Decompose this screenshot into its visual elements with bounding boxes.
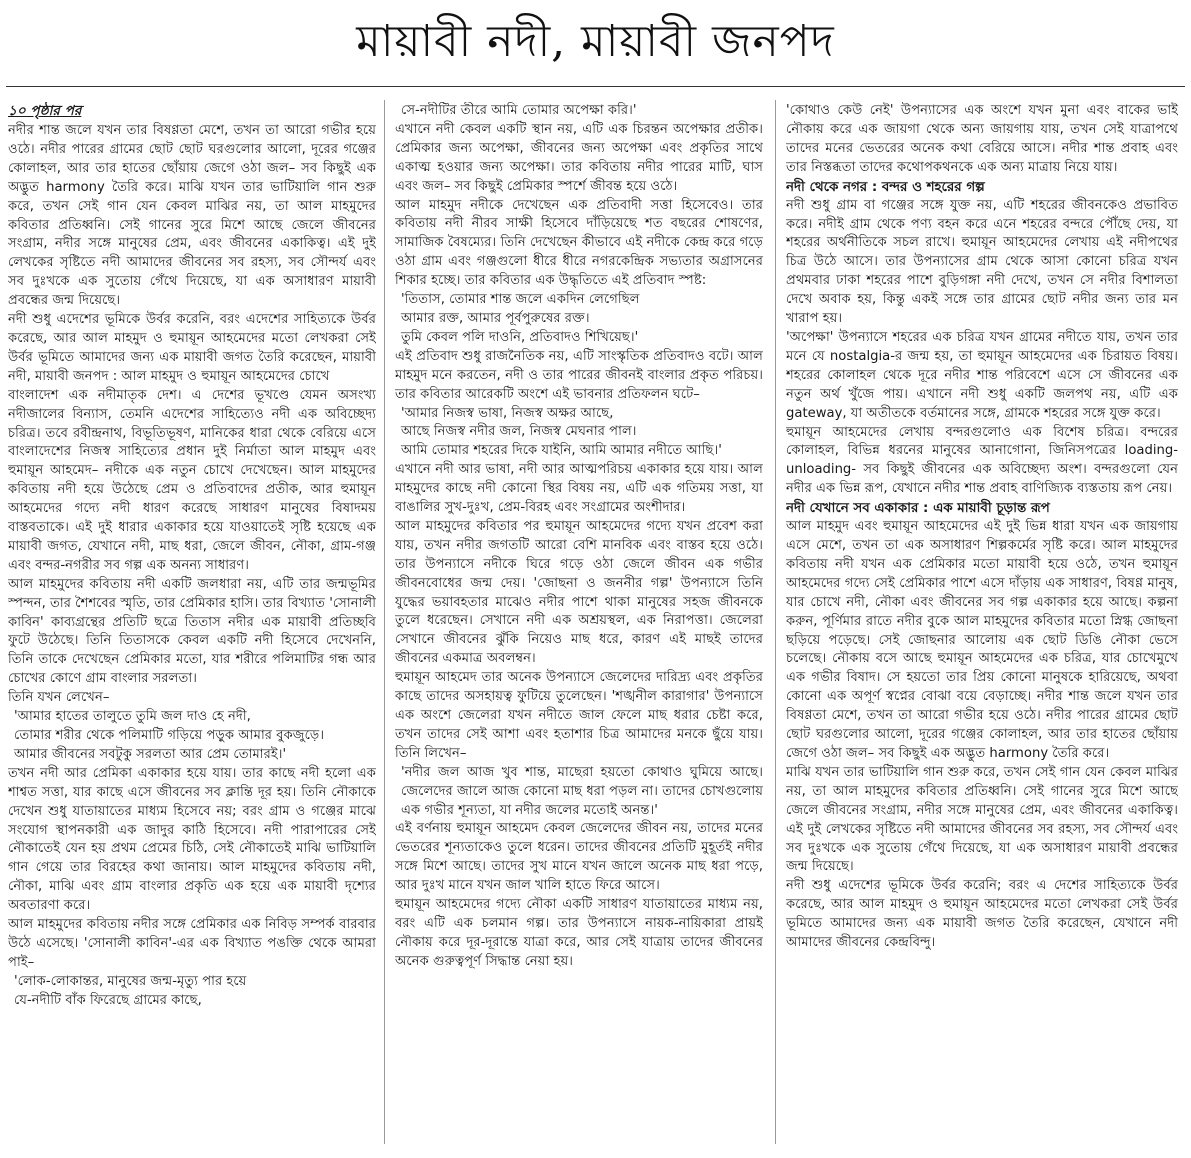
verse-line: সে-নদীটির তীরে আমি তোমার অপেক্ষা করি।' (401, 103, 637, 118)
paragraph: এই প্রতিবাদ শুধু রাজনৈতিক নয়, এটি সাংস্কৃতিক প্রতিবাদও বটে। আল মাহমুদ মনে করতেন, নদী ও তার পারের জীবনই বাংলার প্রকৃত পরিচয়। তার কবিতার আরেকটি অংশে এই ভাবনার প্রতিফলন ঘটে– (395, 348, 763, 402)
verse-line: যে-নদীটি বাঁক ফিরেছে গ্রামের কাছে, (14, 992, 202, 1008)
verse-line: 'তিতাস, তোমার শান্ত জলে একদিন লেগেছিল (401, 292, 640, 308)
verse-line: আমার জীবনের সবটুকু সরলতা আর প্রেম তোমারই।' (14, 746, 287, 762)
subheading: নদী যেখানে সব একাকার : এক মায়াবী চূড়ান্ত রূপ (786, 501, 1050, 517)
paragraph: আল মাহমুদ এবং হুমায়ূন আহমেদের এই দুই ভিন্ন ধারা যখন এক জায়গায় এসে মেশে, তখন তা এক অসাধারণ শিল্পকর্মের সৃষ্টি করে। আল মাহমুদের কবিতায় নদী যখন এক প্রেমিকার মতো মায়াবী হয়ে ওঠে, তখন হুমায়ূন আহমেদের গদ্যে সেই প্রেমিকার পাশে এসে দাঁড়ায় এক সাধারণ, বিষণ্ণ মানুষ, যার চোখে নদী, নৌকা এবং জীবনের সব গল্প একাকার হয়ে আছে। কল্পনা করুন, পূর্ণিমার রাতে নদীর বুকে আল মাহমুদের কবিতার মতো স্নিগ্ধ জোছনা ছড়িয়ে পড়েছে। সেই জোছনার আলোয় এক ছোট ডিঙি নৌকা ভেসে চলেছে। নৌকায় বসে আছে হুমায়ূন আহমেদের এক চরিত্র, যার চোখেমুখে এক গভীর বিষাদ। সে হয়তো তার প্রিয় কোনো মানুষকে হারিয়েছে, অথবা কোনো এক অপূর্ণ স্বপ্নের বোঝা বয়ে বেড়াচ্ছে। নদীর শান্ত জলে যখন তার বিষণ্ণতা মেশে, তখন তা আরো গভীর হয়ে ওঠে। নদীর পারের গ্রামের ছোট ছোট ঘরগুলোর আলো, দূরের গঞ্জের কোলাহল, আর তার হাতের ছোঁয়ায় জেগে ওঠা জল– সব কিছুই এক অদ্ভুত harmony তৈরি করে। (786, 519, 1178, 761)
article-column-3 (786, 102, 1178, 1142)
verse-line: 'আমার নিজস্ব ভাষা, নিজস্ব অক্ষর আছে, (401, 405, 614, 421)
paragraph: হুমায়ূন আহমেদের লেখায় বন্দরগুলোও এক বিশেষ চরিত্র। বন্দরের কোলাহল, বিভিন্ন ধরনের মানুষের আনাগোনা, জিনিসপত্রের loading-unloading- সব কিছুই জীবনের এক অবিচ্ছেদ্য অংশ। বন্দরগুলো যেন নদীর এক ভিন্ন রূপ, যেখানে নদীর শান্ত প্রবাহ বাণিজ্যিক ব্যস্ততায় রূপ নেয়। (786, 424, 1178, 497)
column-divider (384, 100, 385, 1144)
paragraph: নদী শুধু এদেশের ভূমিকে উর্বর করেনি, বরং এদেশের সাহিত্যকে উর্বর করেছে, আর আল মাহমুদ ও হুমায়ূন আহমেদের মতো লেখকরা সেই উর্বর ভূমিতে আমাদের জন্য এক মায়াবী জগত তৈরি করেছেন, মায়াবী নদী, মায়াবী জনপদ : আল মাহমুদ ও হুমায়ূন আহমেদের চোখে (8, 312, 376, 384)
paragraph: মাঝি যখন তার ভাটিয়ালি গান শুরু করে, তখন সেই গান যেন কেবল মাঝির নয়, তা আল মাহমুদের কবিতার প্রতিধ্বনি। সেই গানের সুরে মিশে আছে জেলে জীবনের সংগ্রাম, নদীর সঙ্গে মানুষের প্রেম, এবং জীবনের একাকিত্ব। এই দুই লেখকের সৃষ্টিতে নদী আমাদের জীবনের সব রহস্য, সব সৌন্দর্য এবং সব দুঃখকে এক সুতোয় গেঁথে দিয়েছে, যা এক অসাধারণ মায়াবী প্রবন্ধের জন্ম দিয়েছে। (786, 764, 1178, 875)
subheading: নদী থেকে নগর : বন্দর ও শহরের গল্প (786, 179, 985, 195)
paragraph: এই বর্ণনায় হুমায়ূন আহমেদ কেবল জেলেদের জীবন নয়, তাদের মনের ভেতরের শূন্যতাকেও তুলে ধরেন। তাদের জীবনের প্রতিটি মুহূর্তই নদীর সঙ্গে মিশে আছে। তাদের সুখ মানে যখন জালে অনেক মাছ ধরা পড়ে, আর দুঃখ মানে যখন জাল খালি হাতে ফিরে আসে। (395, 821, 763, 894)
article-column-1 (8, 102, 376, 1142)
paragraph: আল মাহমুদ নদীকে দেখেছেন এক প্রতিবাদী সত্তা হিসেবেও। তার কবিতায় নদী নীরব সাক্ষী হিসেবে দাঁড়িয়েছে শত বছরের শোষণের, সামাজিক বৈষম্যের। তিনি দেখেছেন কীভাবে এই নদীকে কেন্দ্র করে গড়ে ওঠা গ্রাম এবং গঞ্জগুলো ধীরে ধীরে নগরকেন্দ্রিক সভ্যতার অগ্রাসনের শিকার হচ্ছে। তার কবিতার এক উদ্ধৃতিতে এই প্রতিবাদ স্পষ্ট: (395, 197, 763, 289)
paragraph: আল মাহমুদের কবিতার পর হুমায়ূন আহমেদের গদ্যে যখন প্রবেশ করা যায়, তখন নদীর জগতটি আরো বেশি মানবিক এবং বাস্তব হয়ে ওঠে। তার উপন্যাসে নদীকে ঘিরে গড়ে ওঠা জেলে জীবন এক গভীর জীবনবোধের জন্ম দেয়। 'জোছনা ও জননীর গল্প' উপন্যাসে তিনি যুদ্ধের ভয়াবহতার মাঝেও নদীর পাশে থাকা মানুষের সহজ জীবনকে তুলে ধরেছেন। সেখানে নদী এক অশ্রয়স্থল, এক নিরাপত্তা। জেলেরা সেখানে জীবনের ঝুঁকি নিয়েও মাছ ধরে, কারণ এই মাছই তাদের জীবনের একমাত্র অবলম্বন। (395, 518, 763, 667)
paragraph: আল মাহমুদের কবিতায় নদী একটি জলধারা নয়, এটি তার জন্মভূমির স্পন্দন, তার শৈশবের স্মৃতি, তার প্রেমিকার হাসি। তার বিখ্যাত 'সোনালী কাবিন' কাব্যগ্রন্থের প্রতিটি ছত্রে তিতাস নদীর এক মায়াবী প্রতিচ্ছবি ফুটে উঠেছে। তিনি তিতাসকে কেবল একটি নদী হিসেবে দেখেননি, তিনি তাকে দেখেছেন প্রেমিকার মতো, যার শরীরে পলিমাটির গন্ধ আর চোখের কোণে গ্রাম বাংলার সরলতা। (8, 576, 376, 687)
column-divider (775, 100, 776, 1144)
paragraph: হুমায়ূন আহমেদ তার অনেক উপন্যাসে জেলেদের দারিদ্র্য এবং প্রকৃতির কাছে তাদের অসহায়ত্ব ফুটিয়ে তুলেছেন। 'শঙ্খনীল কারাগার' উপন্যাসে এক অংশে জেলেরা যখন নদীতে জাল ফেলে মাছ ধরার চেষ্টা করে, তখন তাদের সেই আশা এবং হতাশার চিত্র আমাদের মনকে ছুঁয়ে যায়। তিনি লিখেন– (395, 670, 763, 761)
verse-line: তোমার শরীর থেকে পলিমাটি গড়িয়ে পড়ুক আমার বুকজুড়ে। (14, 728, 325, 743)
verse-line: 'লোক-লোকান্তর, মানুষের জন্ম-মৃত্যু পার হয়ে (14, 973, 247, 989)
paragraph: বাংলাদেশ এক নদীমাতৃক দেশ। এ দেশের ভূখণ্ডে যেমন অসংখ্য নদীজালের বিন্যাস, তেমনি এদেশের সাহিত্যেও নদী এক অবিচ্ছেদ্য চরিত্র। তবে রবীন্দ্রনাথ, বিভূতিভূষণ, মানিকের ধারা থেকে বেরিয়ে এসে বাংলাদেশের নিজস্ব সাহিত্যের প্রধান দুই নির্মাতা আল মাহমুদ এবং হুমায়ূন আহমেদ– নদীকে এক নতুন চোখে দেখেছেন। আল মাহমুদের কবিতায় নদী হয়ে উঠেছে প্রেম ও প্রতিবাদের প্রতীক, আর হুমায়ূন আহমেদের গদ্যে নদী ধারণ করেছে সাধারণ মানুষের বিষাদময় বাস্তবতাকে। এই দুই ধারার একাকার হয়ে যাওয়াতেই সৃষ্টি হয়েছে এক মায়াবী জগত, যেখানে নদী, মাছ ধরা, জেলে জীবন, নৌকা, গ্রাম-গঞ্জ এবং বন্দর-নগরীর সব গল্প এক অনন্য সাধারণ। (8, 387, 376, 573)
verse-line: তুমি কেবল পলি দাওনি, প্রতিবাদও শিখিয়েছ।' (401, 329, 639, 345)
verse-line: 'আমার হাতের তালুতে তুমি জল দাও হে নদী, (14, 709, 251, 725)
paragraph: 'কোথাও কেউ নেই' উপন্যাসের এক অংশে যখন মুনা এবং বাকের ভাই নৌকায় করে এক জায়গা থেকে অন্য জায়গায় যায়, তখন সেই যাত্রাপথে তাদের মনের ভেতরের অনেক কথা বেরিয়ে আসে। নদীর শান্ত প্রবাহ এবং তার নিস্তব্ধতা তাদের কথোপকথনকে এক অন্য মাত্রায় নিয়ে যায়। (786, 103, 1178, 175)
continuation-label: ১০ পৃষ্ঠার পর (8, 103, 82, 119)
paragraph: তখন নদী আর প্রেমিকা একাকার হয়ে যায়। তার কাছে নদী হলো এক শাশ্বত সত্তা, যার কাছে এসে জীবনের সব ক্লান্তি দূর হয়। তিনি নৌকাকে দেখেন শুধু যাতায়াতের মাধ্যম হিসেবে নয়; বরং গ্রাম ও গঞ্জের মাঝে সংযোগ স্থাপনকারী এক জাদুর কাঠি হিসেবে। নদী পারাপারের সেই নৌকাতেই যেন হয় প্রথম প্রেমের চিঠি, সেই নৌকাতেই মাঝি ভাটিয়ালি গান গেয়ে তার বিরহের কথা জানায়। আল মাহমুদের কবিতায় নদী, নৌকা, মাঝি এবং গ্রাম বাংলার প্রকৃতি এক হয়ে এক মায়াবী দৃশ্যের অবতারণা করে। (8, 765, 376, 914)
verse-line: আমার রক্ত, আমার পূর্বপুরুষের রক্ত। (401, 310, 590, 326)
quote-block: 'নদীর জল আজ খুব শান্ত, মাছেরা হয়তো কোথাও ঘুমিয়ে আছে। জেলেদের জালে আজ কোনো মাছ ধরা পড়ল না। তাদের চোখগুলোয় এক গভীর শূন্যতা, যা নদীর জলের মতোই অনন্ত।' (401, 764, 763, 818)
paragraph: হুমায়ূন আহমেদের গদ্যে নৌকা একটি সাধারণ যাতায়াতের মাধ্যম নয়, বরং এটি এক চলমান গল্প। তার উপন্যাসে নায়ক-নায়িকারা প্রায়ই নৌকায় করে দূর-দূরান্তে যাত্রা করে, আর সেই যাত্রায় তাদের জীবনের অনেক গুরুত্বপূর্ণ সিদ্ধান্ত নেয়া হয়। (395, 897, 763, 969)
article-column-2 (395, 102, 763, 1142)
verse-line: আছে নিজস্ব নদীর জল, নিজস্ব মেঘনার পাল। (401, 424, 637, 440)
headline-rule (6, 86, 1185, 87)
paragraph: তিনি যখন লেখেন– (8, 690, 110, 706)
paragraph: নদীর শান্ত জলে যখন তার বিষণ্ণতা মেশে, তখন তা আরো গভীর হয়ে ওঠে। নদীর পারের গ্রামের ছোট ছোট ঘরগুলোর আলো, দূরের গঞ্জের কোলাহল, আর তার হাতের ছোঁয়ায় জেগে ওঠা জল– সব কিছুই এক অদ্ভুত harmony তৈরি করে। মাঝি যখন তার ভাটিয়ালি গান শুরু করে, তখন সেই গান যেন কেবল মাঝির নয়, তা আল মাহমুদের কবিতার প্রতিধ্বনি। সেই গানের সুরে মিশে আছে জেলে জীবনের সংগ্রাম, নদীর সঙ্গে মানুষের প্রেম, এবং জীবনের একাকিত্ব। এই দুই লেখকের সৃষ্টিতে নদী আমাদের জীবনের সব রহস্য, সব সৌন্দর্য এবং সব দুঃখকে এক সুতোয় গেঁথে দিয়েছে, যা এক অসাধারণ মায়াবী প্রবন্ধের জন্ম দিয়েছে। (8, 123, 376, 309)
verse-line: আমি তোমার শহরের দিকে যাইনি, আমি আমার নদীতে আছি।' (401, 443, 722, 459)
paragraph: আল মাহমুদের কবিতায় নদীর সঙ্গে প্রেমিকার এক নিবিড় সম্পর্ক বারবার উঠে এসেছে। 'সোনালী কাবিন'-এর এক বিখ্যাত পঙক্তি থেকে আমরা পাই– (8, 917, 376, 970)
paragraph: নদী শুধু এদেশের ভূমিকে উর্বর করেনি; বরং এ দেশের সাহিত্যকে উর্বর করেছে, আর আল মাহমুদ ও হুমায়ূন আহমেদের মতো লেখকরা সেই উর্বর ভূমিতে আমাদের জন্য এক মায়াবী জগত তৈরি করেছেন, যেখানে নদী আমাদের জীবনের কেন্দ্রবিন্দু। (786, 878, 1178, 951)
paragraph: 'অপেক্ষা' উপন্যাসে শহরের এক চরিত্র যখন গ্রামের নদীতে যায়, তখন তার মনে যে nostalgia-র জন্ম হয়, তা হুমায়ূন আহমেদের এক চিরায়ত বিষয়। শহরের কোলাহল থেকে দূরে নদীর শান্ত পরিবেশে এসে সে জীবনের এক নতুন অর্থ খুঁজে পায়। এখানে নদী শুধু একটি জলপথ নয়, এটি এক gateway, যা অতীতকে বর্তমানের সঙ্গে, গ্রামকে শহরের সঙ্গে যুক্ত করে। (786, 329, 1178, 421)
article-headline: মায়াবী নদী, মায়াবী জনপদ (356, 16, 835, 67)
paragraph: এখানে নদী আর ভাষা, নদী আর আত্মপরিচয় একাকার হয়ে যায়। আল মাহমুদের কাছে নদী কোনো স্থির বিষয় নয়, এটি এক গতিময় সত্তা, যা বাঙালির সুখ-দুঃখ, প্রেম-বিরহ এবং সংগ্রামের অংশীদার। (395, 462, 763, 516)
paragraph: এখানে নদী কেবল একটি স্থান নয়, এটি এক চিরন্তন অপেক্ষার প্রতীক। প্রেমিকার জন্য অপেক্ষা, জীবনের জন্য অপেক্ষা এবং প্রকৃতির সাথে একাত্ম হওয়ার জন্য অপেক্ষা। তার কবিতায় নদীর পারের মাটি, ঘাস এবং জল– সব কিছুই প্রেমিকার স্পর্শে জীবন্ত হয়ে ওঠে। (395, 121, 763, 194)
paragraph: নদী শুধু গ্রাম বা গঞ্জের সঙ্গে যুক্ত নয়, এটি শহরের জীবনকেও প্রভাবিত করে। নদীই গ্রাম থেকে পণ্য বহন করে এনে শহরের বন্দরে পৌঁছে দেয়, যা শহরের অর্থনীতিকে সচল রাখে। হুমায়ূন আহমেদের লেখায় এই নদীপথের চিত্র উঠে আসে। তার উপন্যাসের গ্রাম থেকে আসা কোনো চরিত্র যখন প্রথমবার ঢাকা শহরের পাশে বুড়িগঙ্গা নদী দেখে, তখন সে নদীর বিশালতা দেখে অবাক হয়, কিন্তু একই সঙ্গে তার গ্রামের ছোট নদীর জন্য তার মন খারাপ হয়। (786, 197, 1178, 327)
